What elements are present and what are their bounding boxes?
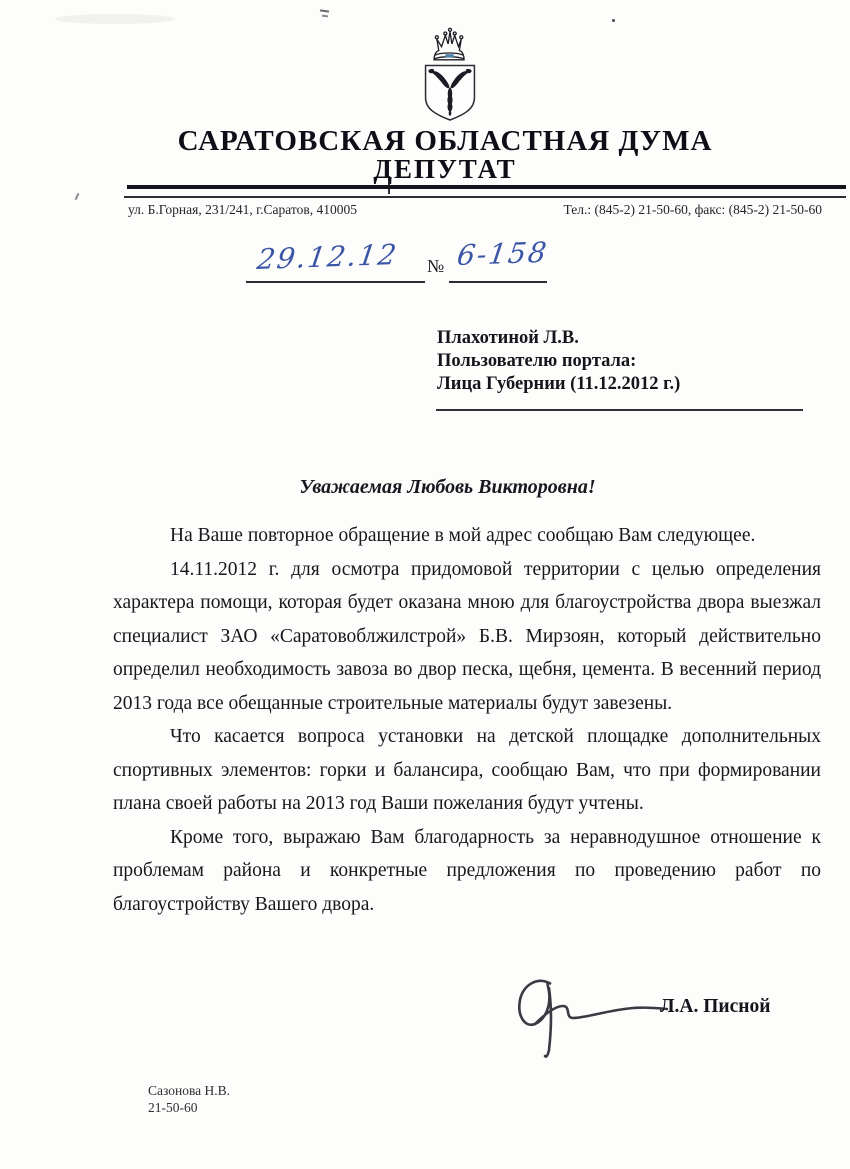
crown-icon [434,28,464,60]
body-paragraph: Что касается вопроса установки на детской площадке дополнительных спортивных элементов: горки и балансира, сообщаю Вам, что при формировании плана своей работы на 2013 год Ваши пожелания будут учтены. [113,726,821,814]
letterhead-rule-thin [124,196,846,198]
scan-smudge [55,14,175,24]
recipient-block [437,327,680,396]
saratov-coat-of-arms-emblem [403,24,497,122]
letterhead-address: ул. Б.Горная, 231/241, г.Саратов, 410005 [128,202,357,217]
scan-artifact [322,15,328,18]
scan-artifact [612,19,615,22]
scan-artifact [75,193,80,200]
recipient-line: Пользователю портала: [437,351,637,371]
body-paragraph: 14.11.2012 г. для осмотра придомовой территории с целью определения характера помощи, которая будет оказана мною для благоустройства двора выезжал специалист ЗАО «Саратовоблжилстрой» Б.В. Мирзоян, который действительно определил необходимость завоза во двор песка, щебня, цемента. В весенний период 2013 года все обещанные строительные материалы будут завезены. [113,558,821,714]
ref-number-underline [449,281,547,283]
deputy-title: ДЕПУТАТ [373,154,517,184]
recipient-name: Плахотиной Л.В. [437,328,579,348]
executor-block [148,1082,230,1116]
organization-name: САРАТОВСКАЯ ОБЛАСТНАЯ ДУМА [177,125,713,157]
body-paragraph: На Ваше повторное обращение в мой адрес сообщаю Вам следующее. [170,525,756,546]
executor-phone: 21-50-60 [148,1100,198,1115]
ref-number-sign: № [427,256,445,276]
ref-number-handwritten: 6-158 [455,235,551,272]
ref-date-handwritten: 29.12.12 [255,237,401,276]
body-paragraph: Кроме того, выражаю Вам благодарность за неравнодушное отношение к проблемам района и конкретные предложения по проведению работ по благоустройству Вашего двора. [113,826,821,915]
letterhead-contact-row [128,202,822,218]
salutation: Уважаемая Любовь Викторовна! [299,476,596,498]
letter-body [113,519,821,921]
recipient-underline [436,409,803,411]
handwritten-signature [505,962,685,1067]
letterhead-rule-thick [127,185,846,189]
letterhead-phone: Тел.: (845-2) 21-50-60, факс: (845-2) 21-50-60 [563,202,822,217]
recipient-line: Лица Губернии (11.12.2012 г.) [437,374,681,394]
executor-name: Сазонова Н.В. [148,1083,231,1098]
ref-date-underline [246,281,425,283]
signatory-name: Л.А. Писной [660,996,771,1017]
scan-artifact [320,9,329,12]
